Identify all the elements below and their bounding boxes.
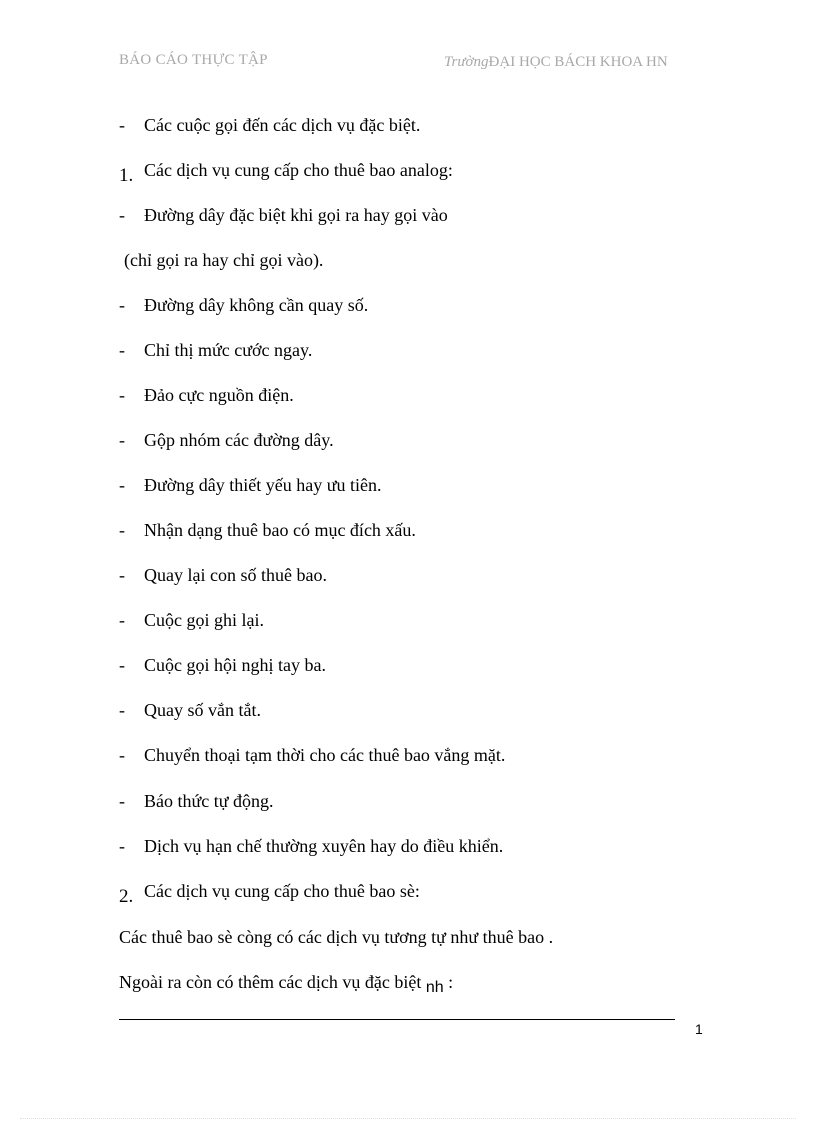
list-item-text: Quay số vắn tắt. bbox=[144, 700, 261, 720]
bullet-dash: - bbox=[119, 475, 125, 495]
paragraph-text: Ngoài ra còn có thêm các dịch vụ đặc biệt bbox=[119, 972, 422, 992]
bullet-dash: - bbox=[119, 430, 125, 450]
paragraph: Các thuê bao sè còng có các dịch vụ tương tự như thuê bao . bbox=[119, 927, 554, 947]
bullet-dash: - bbox=[119, 791, 125, 811]
list-item-text: Đảo cực nguồn điện. bbox=[144, 385, 294, 405]
list-item-text: Dịch vụ hạn chế thường xuyên hay do điều khiển. bbox=[144, 836, 504, 856]
list-item-text: Đường dây thiết yếu hay ưu tiên. bbox=[144, 475, 382, 495]
bullet-dash: - bbox=[119, 745, 125, 765]
list-item-text: Báo thức tự động. bbox=[144, 791, 274, 811]
header-left: BÁO CÁO THỰC TẬP bbox=[119, 52, 268, 68]
list-item-text: Các cuộc gọi đến các dịch vụ đặc biệt. bbox=[144, 115, 421, 135]
list-item-text: Đường dây không cần quay số. bbox=[144, 295, 369, 315]
paragraph bbox=[119, 971, 453, 995]
page-bottom-border bbox=[20, 1118, 796, 1119]
header-right bbox=[444, 54, 668, 71]
bullet-dash: - bbox=[119, 385, 125, 405]
bullet-dash: - bbox=[119, 565, 125, 585]
footer-rule bbox=[119, 1019, 675, 1020]
bullet-dash: - bbox=[119, 205, 125, 225]
bullet-dash: - bbox=[119, 340, 125, 360]
list-item-text: Đường dây đặc biệt khi gọi ra hay gọi vào bbox=[144, 205, 448, 225]
section-title: Các dịch vụ cung cấp cho thuê bao sè: bbox=[144, 881, 420, 901]
list-item-text: Chuyển thoại tạm thời cho các thuê bao vắng mặt. bbox=[144, 745, 506, 765]
bullet-dash: - bbox=[119, 700, 125, 720]
paragraph-colon: : bbox=[448, 972, 454, 992]
section-title: Các dịch vụ cung cấp cho thuê bao analog: bbox=[144, 160, 453, 180]
bullet-dash: - bbox=[119, 520, 125, 540]
list-item-text: Quay lại con số thuê bao. bbox=[144, 565, 327, 585]
list-item-text: Cuộc gọi hội nghị tay ba. bbox=[144, 655, 326, 675]
header-right-text: ĐẠI HỌC BÁCH KHOA HN bbox=[488, 54, 668, 70]
bullet-dash: - bbox=[119, 836, 125, 856]
list-item-text: Cuộc gọi ghi lại. bbox=[144, 610, 264, 630]
section-number: 2. bbox=[119, 886, 134, 907]
paragraph-fragment: nh bbox=[425, 979, 444, 996]
list-item-text: Nhận dạng thuê bao có mục đích xấu. bbox=[144, 520, 416, 540]
header-right-italic: Trường bbox=[444, 54, 489, 70]
bullet-dash: - bbox=[119, 610, 125, 630]
bullet-dash: - bbox=[119, 295, 125, 315]
list-item-text: Gộp nhóm các đường dây. bbox=[144, 430, 334, 450]
bullet-dash: - bbox=[119, 115, 125, 135]
list-item-text: Chỉ thị mức cước ngay. bbox=[144, 340, 313, 360]
list-item-continuation: (chỉ gọi ra hay chỉ gọi vào). bbox=[124, 250, 324, 270]
page-number: 1 bbox=[695, 1021, 703, 1037]
section-number: 1. bbox=[119, 165, 134, 186]
bullet-dash: - bbox=[119, 655, 125, 675]
